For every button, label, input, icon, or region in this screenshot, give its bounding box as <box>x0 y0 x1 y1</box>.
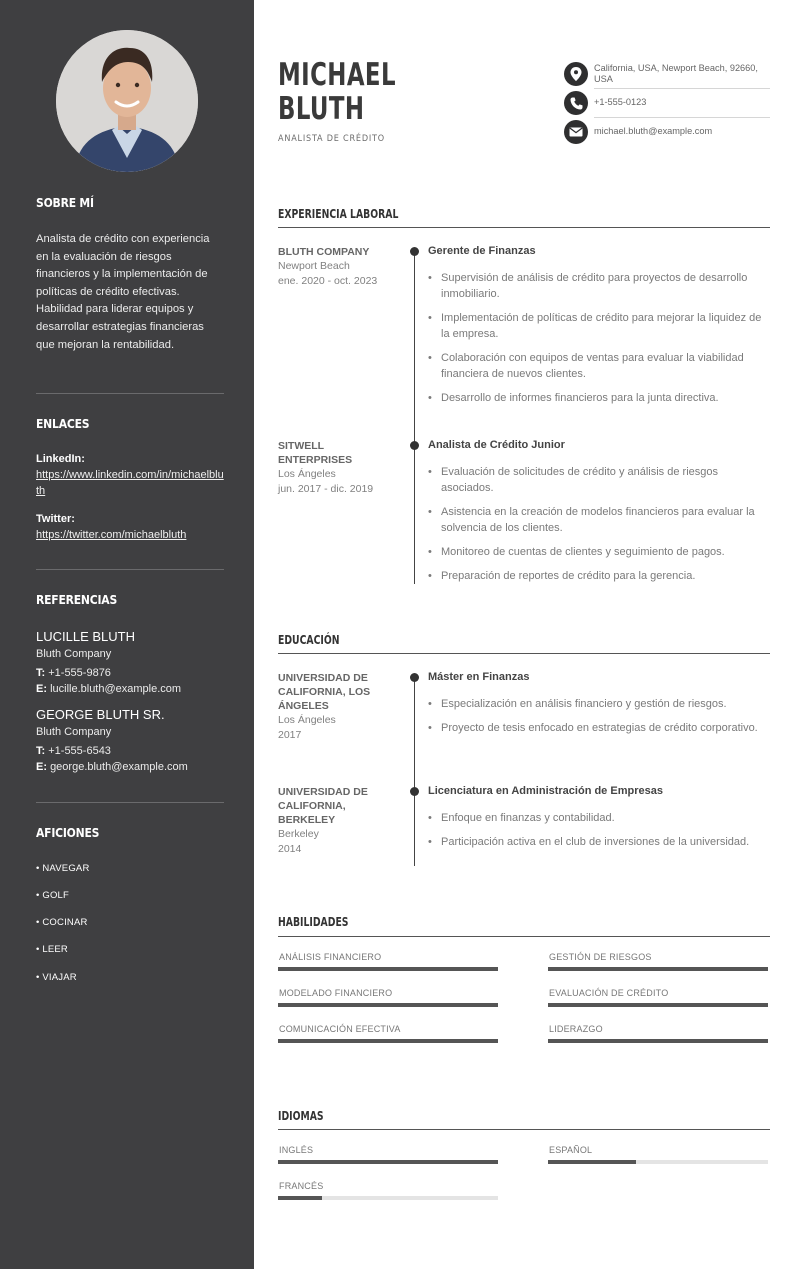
contact-address <box>564 62 770 86</box>
sidebar-divider <box>36 393 224 394</box>
education-location: Berkeley <box>278 828 319 840</box>
job-location: Newport Beach <box>278 260 350 272</box>
education-timeline <box>414 677 415 866</box>
education-year: 2017 <box>278 728 302 741</box>
education-school: UNIVERSIDAD DE CALIFORNIA, BERKELEY <box>278 786 368 826</box>
reference-phone: T: +1-555-9876 <box>36 667 111 679</box>
skill-name: MODELADO FINANCIERO <box>279 988 393 998</box>
skill-name: EVALUACIÓN DE CRÉDITO <box>549 988 669 998</box>
job-dates: ene. 2020 - oct. 2023 <box>278 274 378 287</box>
contact-email <box>564 120 770 144</box>
reference-email: E: george.bluth@example.com <box>36 761 188 773</box>
reference-item <box>36 629 224 697</box>
job-company: SITWELL ENTERPRISES <box>278 440 353 466</box>
language-bar-fill <box>278 1160 498 1164</box>
section-rule <box>278 653 770 654</box>
languages-title: IDIOMAS <box>278 1109 324 1123</box>
education-bullet: • Especialización en análisis financiero y gestión de riesgos. <box>428 696 772 712</box>
reference-email: E: lucille.bluth@example.com <box>36 683 182 695</box>
education-bullets <box>428 696 772 744</box>
last-name: BLUTH <box>278 91 365 127</box>
job-bullet: • Preparación de reportes de crédito para la gerencia. <box>428 568 772 584</box>
contact-phone <box>564 91 770 115</box>
skill-bar <box>278 1039 498 1043</box>
hobbies-section <box>36 826 224 840</box>
language-name: ESPAÑOL <box>549 1145 593 1155</box>
education-bullet: • Enfoque en finanzas y contabilidad. <box>428 810 772 826</box>
education-bullet: • Participación activa en el club de inversiones de la universidad. <box>428 834 772 850</box>
language-bar <box>548 1160 768 1164</box>
experience-title: EXPERIENCIA LABORAL <box>278 207 399 221</box>
about-text: Analista de crédito con experiencia en la evaluación de riesgos financieros y la implementación de políticas de crédito efectivas. Habilidad para liderar equipos y desarrollar estrategias financieras que mejoran la rentabilidad. <box>36 233 210 351</box>
job-company: BLUTH COMPANY <box>278 246 370 258</box>
education-location: Los Ángeles <box>278 714 336 726</box>
location-pin-icon <box>564 62 588 86</box>
language-bar-fill <box>548 1160 636 1164</box>
education-meta <box>278 785 398 856</box>
job-bullet: • Monitoreo de cuentas de clientes y seguimiento de pagos. <box>428 544 772 560</box>
skill-bar <box>278 967 498 971</box>
skill-name: COMUNICACIÓN EFECTIVA <box>279 1024 401 1034</box>
skill-bar-fill <box>548 967 768 971</box>
reference-name: LUCILLE BLUTH <box>36 629 135 644</box>
skill-bar <box>548 967 768 971</box>
job-bullet: • Colaboración con equipos de ventas para evaluar la viabilidad financiera de nuevos clientes. <box>428 350 772 382</box>
language-bar <box>278 1196 498 1200</box>
email-text: michael.bluth@example.com <box>594 126 713 137</box>
language-bar-fill <box>278 1196 322 1200</box>
about-title: SOBRE MÍ <box>36 196 94 210</box>
linkedin-link[interactable]: https://www.linkedin.com/in/michaelbluth <box>36 469 224 497</box>
timeline-dot <box>410 787 419 796</box>
email-icon <box>564 120 588 144</box>
links-title: ENLACES <box>36 417 90 431</box>
job-title: ANALISTA DE CRÉDITO <box>278 134 385 144</box>
hobby-item: • GOLF <box>36 890 70 901</box>
job-bullet: • Desarrollo de informes financieros para la junta directiva. <box>428 390 772 406</box>
contact-divider <box>594 117 770 118</box>
links-section <box>36 417 224 543</box>
job-bullets <box>428 270 772 414</box>
reference-company: Bluth Company <box>36 648 112 660</box>
timeline-dot <box>410 247 419 256</box>
skill-item <box>548 1024 768 1043</box>
education-year: 2014 <box>278 842 302 855</box>
skill-name: GESTIÓN DE RIESGOS <box>549 952 652 962</box>
experience-timeline <box>414 251 415 584</box>
timeline-dot <box>410 441 419 450</box>
language-item <box>278 1145 498 1164</box>
skill-bar-fill <box>278 967 498 971</box>
skill-name: LIDERAZGO <box>549 1024 603 1034</box>
full-name <box>278 58 396 126</box>
about-section <box>36 196 224 354</box>
education-bullets <box>428 810 772 858</box>
skill-item <box>548 988 768 1007</box>
language-bar <box>278 1160 498 1164</box>
skill-name: ANÁLISIS FINANCIERO <box>279 952 382 962</box>
job-meta <box>278 439 398 496</box>
references-title: REFERENCIAS <box>36 593 118 607</box>
reference-company: Bluth Company <box>36 726 112 738</box>
skill-bar <box>278 1003 498 1007</box>
section-rule <box>278 227 770 228</box>
contact-divider <box>594 88 770 89</box>
hobby-item: • VIAJAR <box>36 972 77 983</box>
job-bullet: • Evaluación de solicitudes de crédito y análisis de riesgos asociados. <box>428 464 772 496</box>
linkedin-label: LinkedIn: <box>36 453 85 465</box>
references-section <box>36 593 224 775</box>
skill-bar-fill <box>548 1003 768 1007</box>
skill-bar-fill <box>278 1039 498 1043</box>
sidebar-divider <box>36 802 224 803</box>
job-bullet: • Implementación de políticas de crédito para mejorar la liquidez de la empresa. <box>428 310 772 342</box>
language-item <box>278 1181 498 1200</box>
job-position: Gerente de Finanzas <box>428 245 536 257</box>
reference-name: GEORGE BLUTH SR. <box>36 707 165 722</box>
job-bullet: • Supervisión de análisis de crédito para proyectos de desarrollo inmobiliario. <box>428 270 772 302</box>
job-position: Analista de Crédito Junior <box>428 439 565 451</box>
skill-item <box>548 952 768 971</box>
twitter-link[interactable]: https://twitter.com/michaelbluth <box>36 529 187 541</box>
phone-icon <box>564 91 588 115</box>
job-meta <box>278 245 398 288</box>
hobbies-title: AFICIONES <box>36 826 100 840</box>
first-name: MICHAEL <box>278 57 396 93</box>
section-rule <box>278 936 770 937</box>
section-rule <box>278 1129 770 1130</box>
language-item <box>548 1145 768 1164</box>
job-location: Los Ángeles <box>278 468 336 480</box>
skills-title: HABILIDADES <box>278 915 349 929</box>
skill-bar <box>548 1039 768 1043</box>
education-meta <box>278 671 398 742</box>
profile-photo <box>56 30 198 172</box>
skill-item <box>278 988 498 1007</box>
job-dates: jun. 2017 - dic. 2019 <box>278 482 374 495</box>
skill-bar <box>548 1003 768 1007</box>
address-text: California, USA, Newport Beach, 92660, USA <box>594 62 758 84</box>
skill-item <box>278 952 498 971</box>
job-bullets <box>428 464 772 592</box>
reference-phone: T: +1-555-6543 <box>36 745 111 757</box>
language-name: FRANCÉS <box>279 1181 324 1191</box>
job-bullet: • Asistencia en la creación de modelos financieros para evaluar la solvencia de los clientes. <box>428 504 772 536</box>
twitter-label: Twitter: <box>36 513 75 525</box>
sidebar-divider <box>36 569 224 570</box>
hobby-item: • NAVEGAR <box>36 863 90 874</box>
sidebar <box>0 0 254 1269</box>
profile-photo-image <box>56 30 198 172</box>
reference-item <box>36 707 224 775</box>
education-degree: Máster en Finanzas <box>428 671 530 683</box>
education-title: EDUCACIÓN <box>278 633 340 647</box>
hobby-item: • COCINAR <box>36 917 88 928</box>
education-bullet: • Proyecto de tesis enfocado en estrategias de crédito corporativo. <box>428 720 772 736</box>
skill-item <box>278 1024 498 1043</box>
education-school: UNIVERSIDAD DE CALIFORNIA, LOS ÁNGELES <box>278 672 371 712</box>
timeline-dot <box>410 673 419 682</box>
education-degree: Licenciatura en Administración de Empresas <box>428 785 663 797</box>
phone-text: +1-555-0123 <box>594 97 647 108</box>
hobby-item: • LEER <box>36 944 68 955</box>
language-name: INGLÉS <box>279 1145 314 1155</box>
skill-bar-fill <box>548 1039 768 1043</box>
skill-bar-fill <box>278 1003 498 1007</box>
